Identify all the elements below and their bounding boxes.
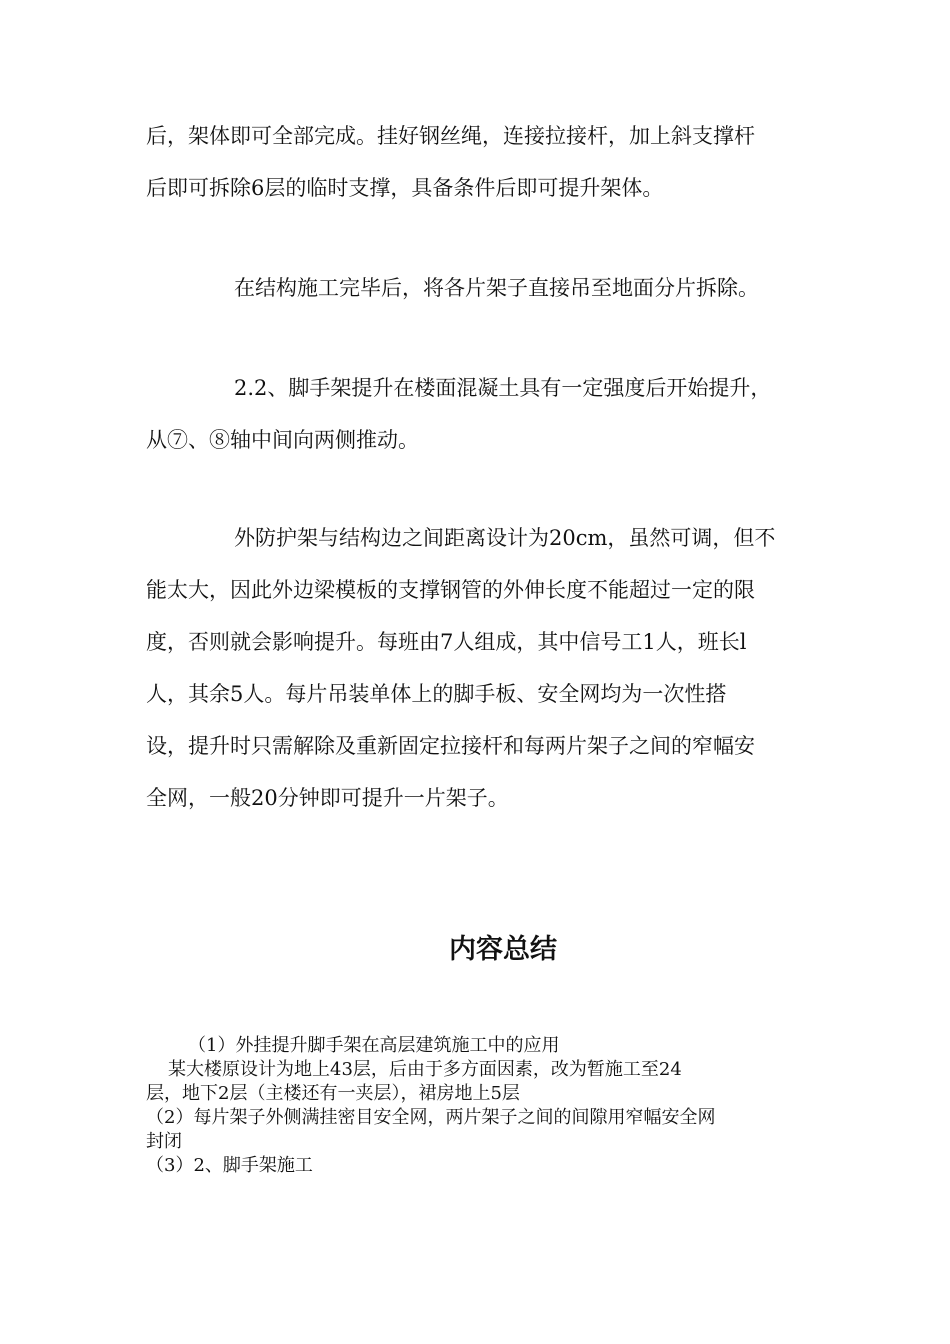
summary-line: （1）外挂提升脚手架在高层建筑施工中的应用 <box>188 1035 560 1056</box>
summary-line: 封闭 <box>146 1131 182 1152</box>
paragraph-line: 能太大，因此外边梁模板的支撑钢管的外伸长度不能超过一定的限 <box>146 578 755 602</box>
paragraph-line: 2.2、脚手架提升在楼面混凝土具有一定强度后开始提升， <box>234 376 772 400</box>
paragraph-line: 全网，一般20分钟即可提升一片架子。 <box>146 786 509 810</box>
paragraph-line: 人，其余5人。每片吊装单体上的脚手板、安全网均为一次性搭 <box>146 682 727 706</box>
paragraph-2 <box>146 262 806 314</box>
paragraph-line: 后，架体即可全部完成。挂好钢丝绳，连接拉接杆，加上斜支撑杆 <box>146 124 755 148</box>
paragraph-3 <box>146 362 806 466</box>
summary-line: 层，地下2层（主楼还有一夹层），裙房地上5层 <box>146 1083 520 1104</box>
summary-title: 内容总结 <box>449 934 557 965</box>
summary-line: （2）每片架子外侧满挂密目安全网，两片架子之间的间隙用窄幅安全网 <box>146 1107 716 1128</box>
paragraph-line: 后即可拆除6层的临时支撑，具备条件后即可提升架体。 <box>146 176 664 200</box>
paragraph-4 <box>146 512 806 824</box>
paragraph-line: 外防护架与结构边之间距离设计为20cm，虽然可调，但不 <box>234 526 776 550</box>
paragraph-line: 设，提升时只需解除及重新固定拉接杆和每两片架子之间的窄幅安 <box>146 734 755 758</box>
summary-block <box>146 1034 806 1178</box>
paragraph-line: 从⑦、⑧轴中间向两侧推动。 <box>146 428 419 452</box>
paragraph-1 <box>146 110 806 214</box>
paragraph-line: 在结构施工完毕后，将各片架子直接吊至地面分片拆除。 <box>234 276 759 300</box>
summary-line: （3）2、脚手架施工 <box>146 1155 313 1176</box>
paragraph-line: 度，否则就会影响提升。每班由7人组成，其中信号工1人，班长l <box>146 630 747 654</box>
summary-line: 某大楼原设计为地上43层，后由于多方面因素，改为暂施工至24 <box>168 1059 682 1080</box>
